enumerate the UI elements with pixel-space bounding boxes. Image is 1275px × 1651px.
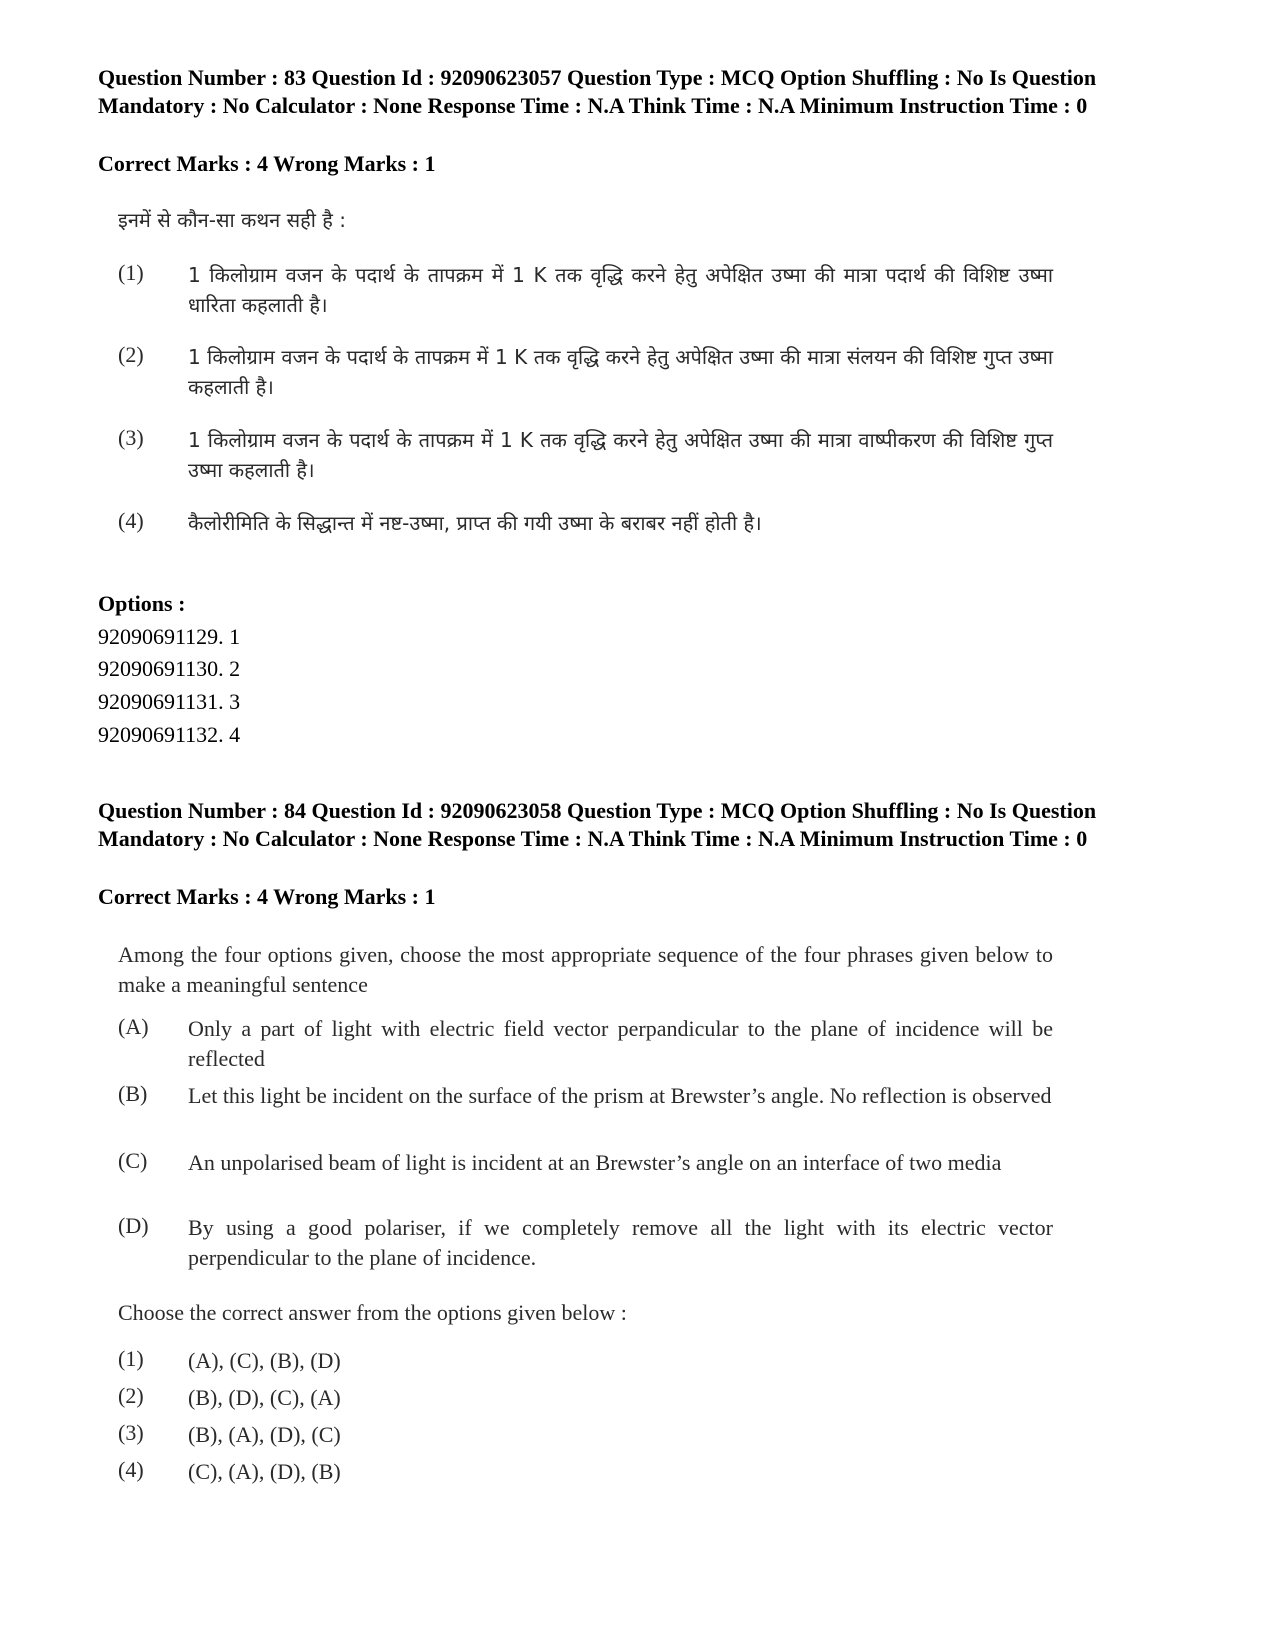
item-text: 1 किलोग्राम वजन के पदार्थ के तापक्रम में 1 K तक वृद्धि करने हेतु अपेक्षित उष्मा की मात्रा संलयन की विशिष्ट गुप्त उष्मा कहलाती है।	[188, 345, 1053, 399]
q83-options-label: Options :	[98, 591, 186, 616]
q84-prompt: Choose the correct answer from the options given below :	[118, 1300, 627, 1325]
choice-text: (C), (A), (D), (B)	[188, 1459, 341, 1484]
item-letter: (A)	[118, 1014, 149, 1039]
item-number: (2)	[118, 342, 144, 367]
item-letter: (B)	[118, 1081, 148, 1106]
item-text: 1 किलोग्राम वजन के पदार्थ के तापक्रम में 1 K तक वृद्धि करने हेतु अपेक्षित उष्मा की मात्रा वाष्पीकरण की विशिष्ट गुप्त उष्मा कहलाती है।	[188, 428, 1053, 482]
q83-option-4: 92090691132. 4	[98, 722, 241, 747]
item-text: Only a part of light with electric field vector perpandicular to the plane of incidence will be reflected	[188, 1016, 1053, 1071]
q84-meta: Question Number : 84 Question Id : 92090623058 Question Type : MCQ Option Shuffling : No Is Question Mandatory : No Calculator : None Response Time : N.A Think Time : N.A Minimum Instruction Time : 0	[98, 798, 1097, 851]
item-letter: (C)	[118, 1148, 148, 1173]
choice-text: (B), (A), (D), (C)	[188, 1422, 341, 1447]
item-number: (1)	[118, 260, 144, 285]
item-number: (4)	[118, 508, 144, 533]
item-text: By using a good polariser, if we completely remove all the light with its electric vector perpendicular to the plane of incidence.	[188, 1215, 1053, 1270]
item-text: कैलोरीमिति के सिद्धान्त में नष्ट-उष्मा, प्राप्त की गयी उष्मा के बराबर नहीं होती है।	[188, 511, 762, 535]
q83-option-2: 92090691130. 2	[98, 656, 241, 681]
q84-stem: Among the four options given, choose the most appropriate sequence of the four phrases given below to make a meaningful sentence	[118, 942, 1053, 997]
item-number: (3)	[118, 425, 144, 450]
q84-marks: Correct Marks : 4 Wrong Marks : 1	[98, 884, 436, 909]
item-text: An unpolarised beam of light is incident at an Brewster’s angle on an interface of two media	[188, 1150, 1002, 1175]
q83-option-1: 92090691129. 1	[98, 624, 241, 649]
choice-number: (4)	[118, 1457, 144, 1482]
item-text: 1 किलोग्राम वजन के पदार्थ के तापक्रम में 1 K तक वृद्धि करने हेतु अपेक्षित उष्मा की मात्रा पदार्थ की विशिष्ट उष्मा धारिता कहलाती है।	[188, 263, 1053, 317]
choice-text: (A), (C), (B), (D)	[188, 1348, 341, 1373]
q83-meta: Question Number : 83 Question Id : 92090623057 Question Type : MCQ Option Shuffling : No Is Question Mandatory : No Calculator : None Response Time : N.A Think Time : N.A Minimum Instruction Time : 0	[98, 65, 1097, 118]
choice-number: (2)	[118, 1383, 144, 1408]
q83-marks: Correct Marks : 4 Wrong Marks : 1	[98, 151, 436, 176]
choice-number: (1)	[118, 1346, 144, 1371]
choice-number: (3)	[118, 1420, 144, 1445]
item-letter: (D)	[118, 1213, 149, 1238]
item-text: Let this light be incident on the surface of the prism at Brewster’s angle. No reflection is observed	[188, 1083, 1052, 1108]
q83-stem: इनमें से कौन-सा कथन सही है :	[118, 208, 347, 232]
choice-text: (B), (D), (C), (A)	[188, 1385, 341, 1410]
q83-option-3: 92090691131. 3	[98, 689, 241, 714]
